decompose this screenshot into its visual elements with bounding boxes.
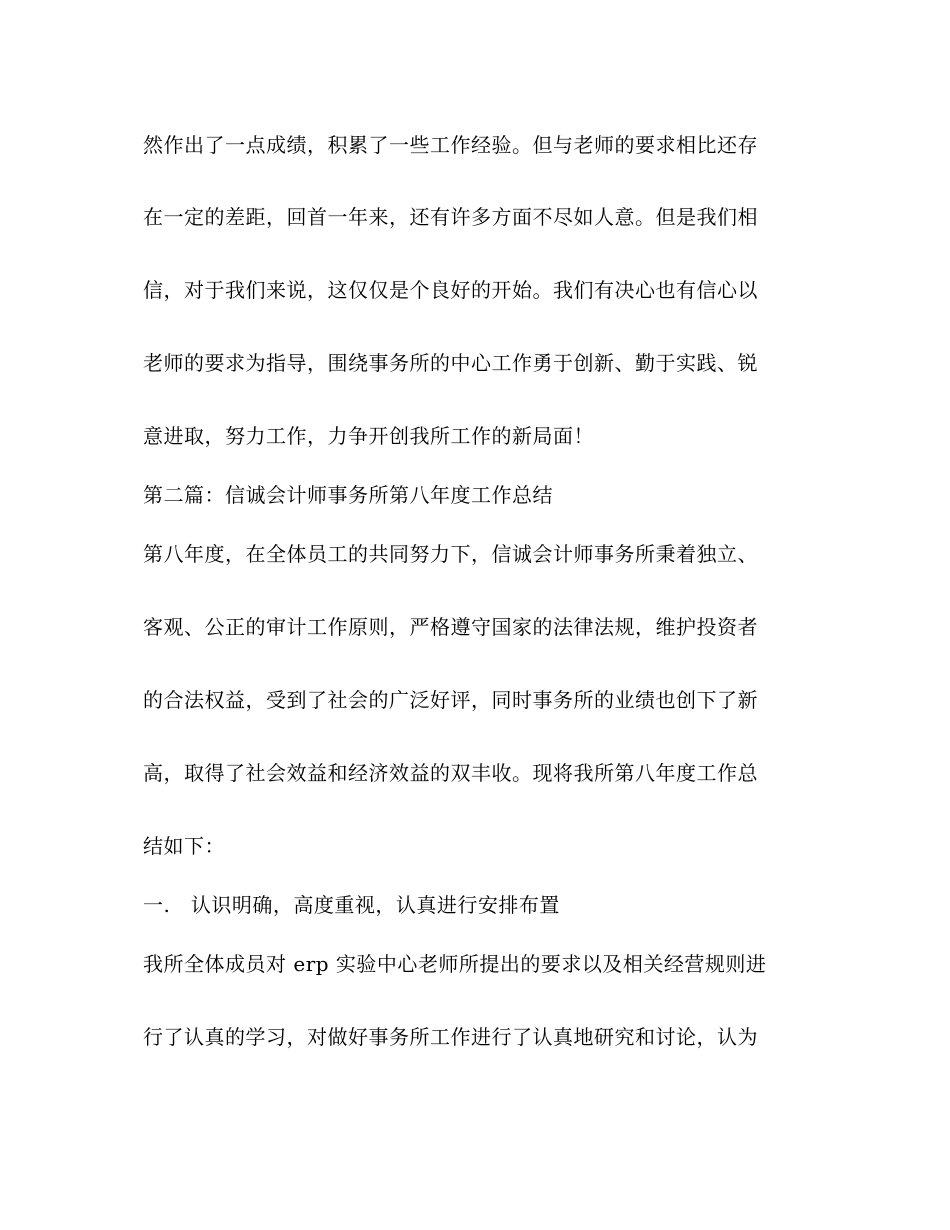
paragraph-line: 然作出了一点成绩，积累了一些工作经验。但与老师的要求相比还存 bbox=[143, 133, 758, 157]
numbered-heading: 一. 认识明确，高度重视，认真进行安排布置 bbox=[143, 893, 560, 917]
paragraph-line: 信，对于我们来说，这仅仅是个良好的开始。我们有决心也有信心以 bbox=[143, 278, 758, 302]
paragraph-line: 我所全体成员对 erp 实验中心老师所提出的要求以及相关经营规则进 bbox=[143, 952, 767, 976]
paragraph-line: 高，取得了社会效益和经济效益的双丰收。现将我所第八年度工作总 bbox=[143, 761, 758, 785]
paragraph-line: 行了认真的学习，对做好事务所工作进行了认真地研究和讨论，认为 bbox=[143, 1025, 758, 1049]
paragraph-line: 的合法权益，受到了社会的广泛好评，同时事务所的业绩也创下了新 bbox=[143, 688, 758, 712]
paragraph-line: 意进取，努力工作，力争开创我所工作的新局面！ bbox=[143, 424, 594, 448]
paragraph-line: 在一定的差距，回首一年来，还有许多方面不尽如人意。但是我们相 bbox=[143, 205, 758, 229]
paragraph-line: 客观、公正的审计工作原则，严格遵守国家的法律法规，维护投资者 bbox=[143, 615, 758, 639]
paragraph-line: 老师的要求为指导，围绕事务所的中心工作勇于创新、勤于实践、锐 bbox=[143, 351, 758, 375]
paragraph-line: 结如下： bbox=[143, 834, 225, 858]
section-title: 第二篇：信诚会计师事务所第八年度工作总结 bbox=[143, 483, 553, 507]
paragraph-line: 第八年度，在全体员工的共同努力下，信诚会计师事务所秉着独立、 bbox=[143, 542, 758, 566]
